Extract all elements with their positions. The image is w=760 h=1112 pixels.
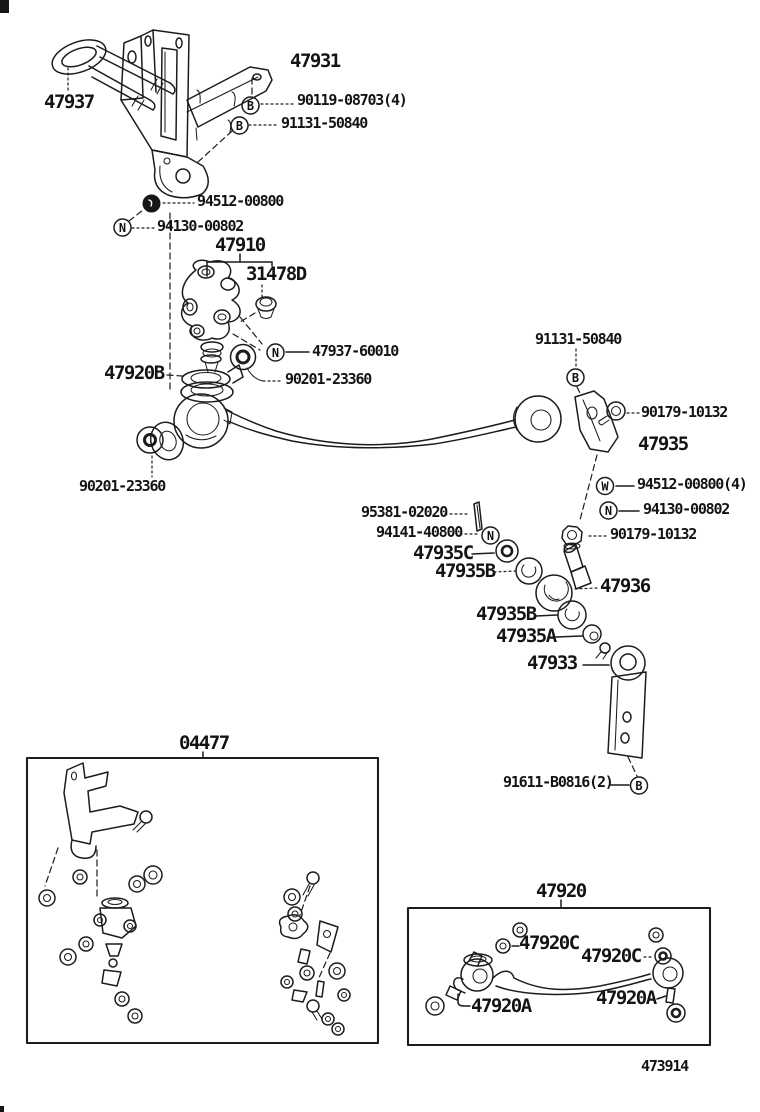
part-label-47936: 47936 xyxy=(600,575,650,597)
part-label-94512-00800: 94512-00800 xyxy=(197,192,284,210)
part-label-47937-60010: 47937-60010 xyxy=(312,342,399,360)
part-label-91131-50840: 91131-50840 xyxy=(281,114,368,132)
nut-marker-icon: N xyxy=(486,529,495,543)
washer-marker-icon: W xyxy=(601,479,609,494)
part-label-94130-00802-right: 94130-00802 xyxy=(643,500,730,518)
nut-marker-icon: N xyxy=(118,221,127,235)
part-label-90179-10132-lower: 90179-10132 xyxy=(610,525,697,543)
bolt-marker-icon: B xyxy=(235,119,244,133)
part-label-47935: 47935 xyxy=(638,433,688,455)
part-label-47910: 47910 xyxy=(215,234,265,256)
diagram-code: 473914 xyxy=(641,1057,688,1075)
bolt-marker-icon: B xyxy=(246,99,255,113)
part-label-90201-23360-lower: 90201-23360 xyxy=(79,477,166,495)
part-label-47935C: 47935C xyxy=(413,542,473,564)
nut-marker-icon: N xyxy=(604,504,613,518)
nut-marker-icon: N xyxy=(271,346,280,360)
part-label-47920A-right: 47920A xyxy=(596,987,656,1009)
part-label-04477: 04477 xyxy=(179,732,229,754)
part-label-90201-23360-upper: 90201-23360 xyxy=(285,370,372,388)
part-label-47920C-left: 47920C xyxy=(519,932,579,954)
part-label-91611-B0816: 91611-B0816(2) xyxy=(503,773,613,791)
part-label-47933: 47933 xyxy=(527,652,577,674)
part-label-47935A: 47935A xyxy=(496,625,556,647)
part-label-94512-00800-4: 94512-00800(4) xyxy=(637,475,747,493)
bolt-marker-icon: B xyxy=(571,371,580,385)
part-label-94130-00802: 94130-00802 xyxy=(157,217,244,235)
part-label-47920A-left: 47920A xyxy=(471,995,531,1017)
part-label-94141-40800: 94141-40800 xyxy=(376,523,463,541)
part-label-90119-08703: 90119-08703(4) xyxy=(297,91,407,109)
part-label-95381-02020: 95381-02020 xyxy=(361,503,448,521)
part-label-47935B-upper: 47935B xyxy=(435,560,495,582)
part-label-47935B-lower: 47935B xyxy=(476,603,536,625)
part-label-47937: 47937 xyxy=(44,91,94,113)
part-label-90179-10132-upper: 90179-10132 xyxy=(641,403,728,421)
part-label-47920: 47920 xyxy=(536,880,586,902)
part-label-47931: 47931 xyxy=(290,50,340,72)
part-label-31478D: 31478D xyxy=(246,263,306,285)
part-label-47920C-right: 47920C xyxy=(581,945,641,967)
bolt-marker-icon: B xyxy=(635,779,643,793)
part-label-91131-50840-right: 91131-50840 xyxy=(535,330,622,348)
part-label-47920B: 47920B xyxy=(104,362,164,384)
